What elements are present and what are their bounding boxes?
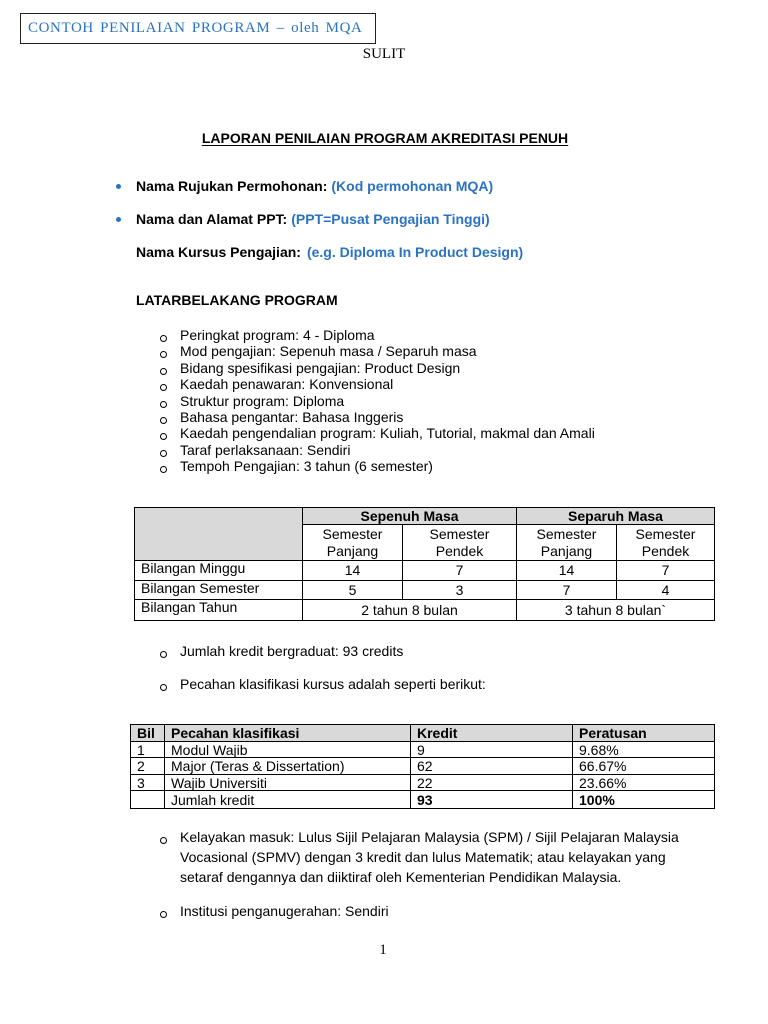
list-item-text: Peringkat program: 4 - Diploma (180, 327, 375, 343)
list-item-text: Bahasa pengantar: Bahasa Inggeris (180, 409, 404, 426)
circle-bullet-icon (160, 384, 167, 391)
group-header-part-time: Separuh Masa (517, 508, 715, 525)
classification-mark: SULIT (362, 46, 406, 62)
table-cell: Major (Teras & Dissertation) (165, 758, 411, 775)
report-title: LAPORAN PENILAIAN PROGRAM AKREDITASI PENUH (201, 130, 569, 146)
circle-bullet-icon (160, 335, 167, 342)
detail-label: Nama dan Alamat PPT: (136, 211, 288, 227)
subheader-line: Pendek (435, 542, 484, 559)
list-item-text: Jumlah kredit bergraduat: 93 credits (180, 643, 404, 659)
list-item-text: Kelayakan masuk: Lulus Sijil Pelajaran Malaysia (SPM) / Sijil Pelajaran Malaysia Vocasional (SPMV) dengan 3 kredit dan lulus Matematik; atau kelayakan yang setaraf dengannya dan diiktiraf oleh Kementerian Pendidikan Malaysia. (180, 829, 679, 885)
table-cell: 14 (303, 561, 403, 581)
list-item (160, 425, 595, 441)
table-cell: 7 (517, 581, 617, 600)
circle-bullet-icon (160, 417, 167, 424)
list-item (160, 458, 595, 474)
background-list (160, 327, 595, 475)
list-item (160, 903, 389, 919)
list-item-text: Kaedah pengendalian program: Kuliah, Tutorial, makmal dan Amali (180, 425, 595, 442)
table-cell: 14 (517, 561, 617, 581)
table-cell: Modul Wajib (165, 742, 411, 758)
column-header-percentage: Peratusan (573, 725, 715, 742)
list-item-text: Taraf perlaksanaan: Sendiri (180, 441, 351, 458)
column-header-category: Pecahan klasifikasi (165, 725, 411, 742)
circle-bullet-icon (160, 651, 167, 658)
sample-label-box (20, 13, 376, 44)
table-row (131, 758, 715, 775)
list-item (160, 360, 595, 376)
table-cell: 62 (411, 758, 573, 775)
page-number: 1 (379, 942, 387, 958)
list-item-text: Mod pengajian: Sepenuh masa / Separuh masa (180, 343, 477, 360)
table-cell: 2 (131, 758, 165, 775)
list-item (160, 643, 403, 659)
detail-value: (Kod permohonan MQA) (331, 178, 494, 194)
list-item-text: Institusi penganugerahan: Sendiri (180, 903, 389, 919)
table-row (131, 775, 715, 791)
table-row (131, 742, 715, 758)
list-item (160, 343, 595, 359)
table-cell: 3 (131, 775, 165, 791)
table-cell: 3 tahun 8 bulan` (517, 600, 715, 621)
table-cell: 3 (403, 581, 517, 600)
bullet-icon (116, 184, 121, 189)
table-row (135, 600, 715, 621)
subheader-cell (517, 525, 617, 561)
group-header-full-time: Sepenuh Masa (303, 508, 517, 525)
detail-course-name (136, 244, 523, 260)
row-label: Bilangan Semester (135, 581, 303, 600)
note-total-credits (160, 643, 403, 659)
list-item (160, 676, 486, 692)
table-cell: 7 (617, 561, 715, 581)
subheader-line: Semester (536, 526, 597, 542)
table-cell: 2 tahun 8 bulan (303, 600, 517, 621)
list-item (160, 827, 692, 887)
circle-bullet-icon (160, 433, 167, 440)
total-percentage: 100% (573, 791, 715, 809)
table-cell: 4 (617, 581, 715, 600)
table-cell: 22 (411, 775, 573, 791)
table-cell: 9.68% (573, 742, 715, 758)
table-cell: 66.67% (573, 758, 715, 775)
sample-label-text: CONTOH PENILAIAN PROGRAM – oleh MQA (28, 20, 363, 36)
table-total-row (131, 791, 715, 809)
subheader-line: Semester (322, 526, 383, 542)
subheader-cell (617, 525, 715, 561)
table-group-header-row (135, 508, 715, 525)
table-corner-cell (135, 508, 303, 561)
credit-breakdown-table (130, 724, 715, 809)
table-cell: Wajib Universiti (165, 775, 411, 791)
detail-application-reference (136, 178, 493, 194)
note-awarding-body (160, 903, 389, 919)
list-item (160, 442, 595, 458)
list-item-text: Kaedah penawaran: Konvensional (180, 376, 394, 393)
note-entry-requirement (160, 827, 692, 887)
table-row (135, 581, 715, 600)
table-cell: 23.66% (573, 775, 715, 791)
study-duration-table (134, 507, 715, 621)
table-row (135, 561, 715, 581)
list-item-text: Pecahan klasifikasi kursus adalah seperti berikut: (180, 676, 486, 692)
list-item (160, 393, 595, 409)
list-item-text: Struktur program: Diploma (180, 392, 345, 409)
row-label: Bilangan Minggu (135, 561, 303, 581)
detail-label: Nama Rujukan Permohonan: (136, 178, 328, 194)
circle-bullet-icon (160, 911, 167, 918)
subheader-line: Panjang (326, 542, 379, 559)
list-item (160, 327, 595, 343)
detail-value: (e.g. Diploma In Product Design) (306, 244, 524, 260)
total-label: Jumlah kredit (165, 791, 411, 809)
section-heading: LATARBELAKANG PROGRAM (136, 292, 338, 308)
circle-bullet-icon (160, 401, 167, 408)
row-label: Bilangan Tahun (135, 600, 303, 621)
list-item-text: Bidang spesifikasi pengajian: Product Design (180, 359, 461, 376)
total-credits: 93 (411, 791, 573, 809)
note-classification-intro (160, 676, 486, 692)
table-cell: 1 (131, 742, 165, 758)
subheader-cell (403, 525, 517, 561)
circle-bullet-icon (160, 684, 167, 691)
column-header-credits: Kredit (411, 725, 573, 742)
circle-bullet-icon (160, 837, 167, 844)
list-item (160, 376, 595, 392)
circle-bullet-icon (160, 368, 167, 375)
subheader-line: Semester (429, 526, 490, 542)
subheader-line: Panjang (540, 542, 593, 559)
subheader-cell (303, 525, 403, 561)
detail-value: (PPT=Pusat Pengajian Tinggi) (291, 211, 490, 227)
subheader-line: Pendek (641, 542, 690, 559)
circle-bullet-icon (160, 450, 167, 457)
table-header-row (131, 725, 715, 742)
detail-label: Nama Kursus Pengajian: (136, 244, 301, 260)
table-cell: 7 (403, 561, 517, 581)
list-item (160, 409, 595, 425)
table-cell (131, 791, 165, 809)
detail-institution (136, 211, 490, 227)
circle-bullet-icon (160, 466, 167, 473)
bullet-icon (116, 217, 121, 222)
subheader-line: Semester (635, 526, 696, 542)
circle-bullet-icon (160, 351, 167, 358)
table-cell: 5 (303, 581, 403, 600)
column-header-bil: Bil (131, 725, 165, 742)
list-item-text: Tempoh Pengajian: 3 tahun (6 semester) (180, 458, 433, 475)
table-cell: 9 (411, 742, 573, 758)
